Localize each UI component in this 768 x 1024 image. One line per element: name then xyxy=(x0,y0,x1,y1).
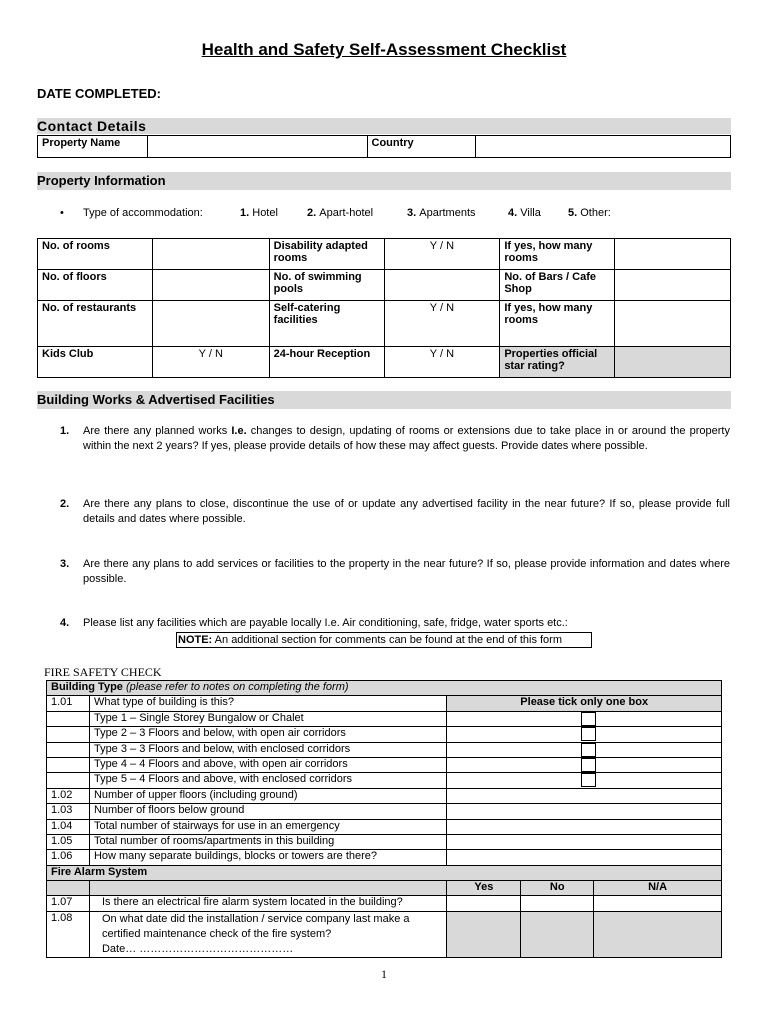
property-information-header: Property Information xyxy=(37,172,731,190)
date-completed-label: DATE COMPLETED: xyxy=(37,86,161,101)
question-number: 3. xyxy=(60,558,70,570)
floors-label: No. of floors xyxy=(38,270,153,301)
tick-one-box-label: Please tick only one box xyxy=(447,696,722,711)
property-info-table xyxy=(37,238,731,378)
question-item xyxy=(60,616,730,631)
how-many-rooms-field[interactable] xyxy=(615,239,731,270)
page-number: 1 xyxy=(381,967,387,981)
building-type-option: Type 3 – 3 Floors and below, with enclosed corridors xyxy=(89,742,446,757)
answer-field[interactable] xyxy=(447,834,722,849)
row-number: 1.02 xyxy=(47,788,90,803)
row-number: 1.03 xyxy=(47,804,90,819)
how-many-rooms-label: If yes, how many rooms xyxy=(500,239,615,270)
reception-label: 24-hour Reception xyxy=(269,347,384,378)
answer-field[interactable] xyxy=(447,850,722,865)
question-text: How many separate buildings, blocks or towers are there? xyxy=(89,850,446,865)
accommodation-option[interactable]: 1. Hotel xyxy=(240,207,278,219)
property-name-field[interactable] xyxy=(147,136,367,158)
building-type-option: Type 1 – Single Storey Bungalow or Chalet xyxy=(89,711,446,726)
fire-safety-title: FIRE SAFETY CHECK xyxy=(44,665,162,679)
answer-field[interactable] xyxy=(447,804,722,819)
accommodation-option[interactable]: 4. Villa xyxy=(508,207,541,219)
reception-yn[interactable]: Y / N xyxy=(384,347,500,378)
self-catering-label: Self-catering facilities xyxy=(269,301,384,347)
building-type-option: Type 2 – 3 Floors and below, with open air corridors xyxy=(89,727,446,742)
pools-field[interactable] xyxy=(384,270,500,301)
question-text: On what date did the installation / service company last make a certified maintenance check of the fire system? Date… …………………………………… xyxy=(89,911,446,957)
note-box: NOTE: An additional section for comments can be found at the end of this form xyxy=(176,632,592,648)
question-text: Are there any plans to add services or facilities to the property in the near future? If so, please provide information and dates where possible. xyxy=(83,558,730,585)
building-type-option: Type 4 – 4 Floors and above, with open air corridors xyxy=(89,757,446,772)
fire-safety-table xyxy=(46,680,722,958)
self-catering-rooms-field[interactable] xyxy=(615,301,731,347)
bars-label: No. of Bars / Cafe Shop xyxy=(500,270,615,301)
type-checkbox[interactable] xyxy=(581,743,596,757)
disability-yn[interactable]: Y / N xyxy=(384,239,500,270)
question-item xyxy=(60,557,730,587)
row-number: 1.08 xyxy=(47,911,90,957)
question-text: Please list any facilities which are payable locally I.e. Air conditioning, safe, fridge, water sports etc.: xyxy=(83,617,568,629)
question-text: Total number of stairways for use in an emergency xyxy=(89,819,446,834)
col-na: N/A xyxy=(594,881,722,896)
contact-details-header: Contact Details xyxy=(37,118,731,134)
kids-club-yn[interactable]: Y / N xyxy=(152,347,269,378)
row-number: 1.05 xyxy=(47,834,90,849)
question-item xyxy=(60,424,730,454)
type-checkbox[interactable] xyxy=(581,712,596,726)
accommodation-type-row xyxy=(60,207,720,219)
answer-field[interactable] xyxy=(447,788,722,803)
restaurants-field[interactable] xyxy=(152,301,269,347)
self-catering-yn[interactable]: Y / N xyxy=(384,301,500,347)
row-number: 1.07 xyxy=(47,896,90,911)
accommodation-option[interactable]: 2. Apart-hotel xyxy=(307,207,374,219)
pools-label: No. of swimming pools xyxy=(269,270,384,301)
restaurants-label: No. of restaurants xyxy=(38,301,153,347)
star-rating-field[interactable] xyxy=(615,347,731,378)
date-line[interactable]: Date… …………………………………… xyxy=(101,942,294,955)
type-checkbox[interactable] xyxy=(581,727,596,741)
bars-field[interactable] xyxy=(615,270,731,301)
yes-field[interactable] xyxy=(447,896,521,911)
col-no: No xyxy=(521,881,594,896)
question-text: Number of floors below ground xyxy=(89,804,446,819)
no-field[interactable] xyxy=(521,896,594,911)
property-name-label: Property Name xyxy=(38,136,148,158)
type-checkbox[interactable] xyxy=(581,758,596,772)
question-number: 4. xyxy=(60,617,70,629)
question-number: 1. xyxy=(60,425,70,437)
question-text: Is there an electrical fire alarm system located in the building? xyxy=(89,896,446,911)
rooms-label: No. of rooms xyxy=(38,239,153,270)
type-checkbox[interactable] xyxy=(581,773,596,787)
self-catering-rooms-label: If yes, how many rooms xyxy=(500,301,615,347)
star-rating-label: Properties official star rating? xyxy=(500,347,615,378)
country-field[interactable] xyxy=(476,136,731,158)
question-text: Total number of rooms/apartments in this building xyxy=(89,834,446,849)
building-type-header: Building Type (please refer to notes on completing the form) xyxy=(47,681,722,696)
question-number: 2. xyxy=(60,498,70,510)
bullet-icon: • xyxy=(60,207,64,219)
disability-rooms-label: Disability adapted rooms xyxy=(269,239,384,270)
na-field[interactable] xyxy=(594,896,722,911)
accommodation-option[interactable]: 3. Apartments xyxy=(407,207,476,219)
country-label: Country xyxy=(367,136,476,158)
question-text: What type of building is this? xyxy=(89,696,446,711)
document-title: Health and Safety Self-Assessment Checklist xyxy=(201,40,567,59)
row-number: 1.01 xyxy=(47,696,90,711)
question-text: Number of upper floors (including ground) xyxy=(89,788,446,803)
kids-club-label: Kids Club xyxy=(38,347,153,378)
rooms-field[interactable] xyxy=(152,239,269,270)
question-text: Are there any plans to close, discontinue the use of or update any advertised facility in the near future? If so, please provide full details and dates where possible. xyxy=(83,498,730,525)
row-number: 1.06 xyxy=(47,850,90,865)
answer-field[interactable] xyxy=(447,819,722,834)
row-number: 1.04 xyxy=(47,819,90,834)
question-item xyxy=(60,497,730,527)
contact-table xyxy=(37,135,731,158)
accommodation-label: Type of accommodation: xyxy=(83,207,203,219)
fire-alarm-header: Fire Alarm System xyxy=(47,865,722,880)
floors-field[interactable] xyxy=(152,270,269,301)
col-yes: Yes xyxy=(447,881,521,896)
question-text: Are there any planned works I.e. changes to design, updating of rooms or extensions due to take place in or around the property within the next 2 years? If yes, please provide details of how these may affect guests. Provide dates where possible. xyxy=(83,425,730,452)
building-works-header: Building Works & Advertised Facilities xyxy=(37,391,731,409)
accommodation-option[interactable]: 5. Other: xyxy=(568,207,611,219)
building-type-option: Type 5 – 4 Floors and above, with enclosed corridors xyxy=(89,773,446,788)
